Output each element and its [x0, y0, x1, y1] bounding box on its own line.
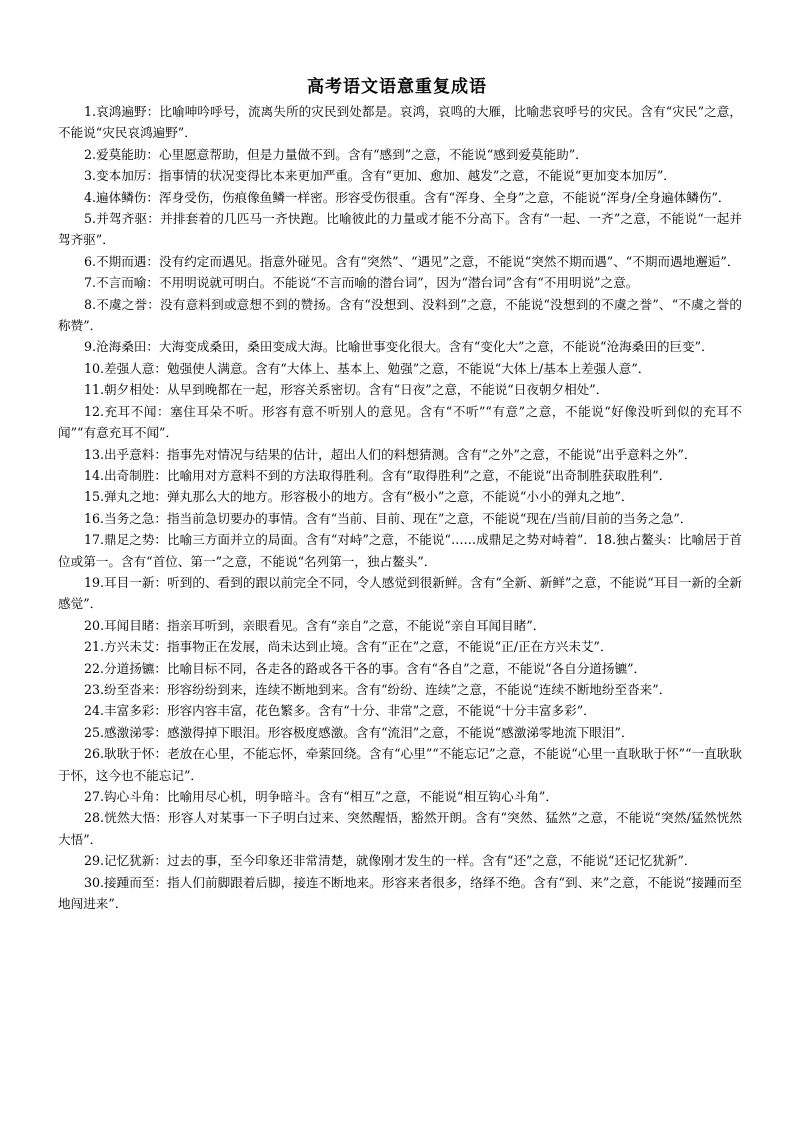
list-item: 1.哀鸿遍野：比喻呻吟呼号，流离失所的灾民到处都是。哀鸿，哀鸣的大雁，比喻悲哀呼号的灾民。含有“灾民”之意，不能说“灾民哀鸿遍野”． [58, 104, 742, 141]
list-item: 8.不虞之誉：没有意料到或意想不到的赞扬。含有“没想到、没料到”之意，不能说“没想到的不虞之誉”、“不虞之誉的称赞”． [58, 296, 742, 334]
idiom-list [58, 101, 742, 914]
list-item: 28.恍然大悟：形容人对某事一下子明白过来、突然醒悟，豁然开朗。含有“突然、猛然”之意，不能说“突然/猛然恍然大悟”． [58, 810, 742, 847]
list-item: 3.变本加厉：指事情的状况变得比本来更加严重。含有“更加、愈加、越发”之意，不能说“更加变本加厉”． [84, 168, 676, 184]
list-item: 19.耳目一新：听到的、看到的跟以前完全不同，令人感觉到很新鲜。含有“全新、新鲜”之意，不能说“耳目一新的全新感觉”． [58, 574, 742, 612]
list-item: 21.方兴未艾：指事物正在发展，尚未达到止境。含有“正在”之意，不能说“正/正在方兴未艾”． [84, 639, 613, 655]
list-item: 10.差强人意：勉强使人满意。含有“大体上、基本上、勉强”之意，不能说“大体上/基本上差强人意”． [84, 360, 651, 376]
list-item: 25.感激涕零：感激得掉下眼泪。形容极度感激。含有“流泪”之意，不能说“感激涕零地流下眼泪”． [84, 724, 634, 740]
list-item: 13.出乎意料：指事先对情况与结果的估计，超出人们的料想猜测。含有“之外”之意，不能说“出乎意料之外”． [84, 446, 697, 462]
page-title: 高考语文语意重复成语 [307, 77, 487, 97]
list-item: 20.耳闻目睹：指亲耳听到，亲眼看见。含有“亲自”之意，不能说“亲自耳闻目睹”． [84, 617, 546, 633]
list-item: 6.不期而遇：没有约定而遇见。指意外碰见。含有“突然”、“遇见”之意，不能说“突然不期而遇”、“不期而遇地邂逅”． [84, 253, 740, 269]
list-item: 16.当务之急：指当前急切要办的事情。含有“当前、目前、现在”之意，不能说“现在/当前/目前的当务之急”． [84, 510, 693, 526]
list-item: 17.鼎足之势：比喻三方面并立的局面。含有“对峙”之意，不能说“……成鼎足之势对峙着”．18.独占鳌头：比喻居于首位或第一。含有“首位、第一”之意，不能说“名列第一，独占鳌头”． [58, 532, 742, 569]
list-item: 12.充耳不闻：塞住耳朵不听。形容有意不听别人的意见。含有“不听”“有意”之意，不能说“好像没听到似的充耳不闻”“有意充耳不闻”． [58, 403, 742, 441]
list-item: 29.记忆犹新：过去的事，至今印象还非常清楚，就像刚才发生的一样。含有“还”之意，不能说“还记忆犹新”． [84, 853, 697, 869]
list-item: 5.并驾齐驱：并排套着的几匹马一齐快跑。比喻彼此的力量或才能不分高下。含有“一起、一齐”之意，不能说“一起并驾齐驱”． [58, 211, 742, 248]
list-item: 26.耿耿于怀：老放在心里，不能忘怀，牵萦回绕。含有“心里”“不能忘记”之意，不能说“心里一直耿耿于怀”“一直耿耿于怀，这今也不能忘记”． [58, 746, 742, 783]
list-item: 23.纷至沓来：形容纷纷到来，连续不断地到来。含有“纷纷、连续”之意，不能说“连续不断地纷至沓来”． [84, 681, 672, 697]
list-item: 22.分道扬镳：比喻目标不同，各走各的路或各干各的事。含有“各自”之意，不能说“各自分道扬镳”． [84, 660, 647, 676]
list-item: 7.不言而喻：不用明说就可明白。不能说“不言而喻的潜台词”，因为“潜台词”含有“不用明说”之意。 [84, 275, 639, 291]
list-item: 24.丰富多彩：形容内容丰富，花色繁多。含有“十分、非常”之意，不能说“十分丰富多彩”． [84, 703, 596, 719]
list-item: 27.钩心斗角：比喻用尽心机，明争暗斗。含有“相互”之意，不能说“相互钩心斗角”． [84, 789, 558, 804]
list-item: 4.遍体鳞伤：浑身受伤，伤痕像鱼鳞一样密。形容受伤很重。含有“浑身、全身”之意，不能说“浑身/全身遍体鳞伤”． [84, 189, 731, 205]
list-item: 9.沧海桑田：大海变成桑田，桑田变成大海。比喻世事变化很大。含有“变化大”之意，不能说“沧海桑田的巨变”． [84, 339, 714, 355]
list-item: 30.接踵而至：指人们前脚跟着后脚，接连不断地来。形容来者很多，络绎不绝。含有“到、来”之意，不能说“接踵而至地闯进来”． [58, 874, 742, 912]
list-item: 2.爱莫能助：心里愿意帮助，但是力量做不到。含有“感到”之意，不能说“感到爱莫能助”． [84, 146, 588, 162]
list-item: 11.朝夕相处：从早到晚都在一起，形容关系密切。含有“日夜”之意，不能说“日夜朝夕相处”． [84, 382, 609, 398]
list-item: 15.弹丸之地：弹丸那么大的地方。形容极小的地方。含有“极小”之意，不能说“小小的弹丸之地”． [84, 489, 634, 505]
list-item: 14.出奇制胜：比喻用对方意料不到的方法取得胜利。含有“取得胜利”之意，不能说“出奇制胜获取胜利”． [84, 467, 672, 483]
